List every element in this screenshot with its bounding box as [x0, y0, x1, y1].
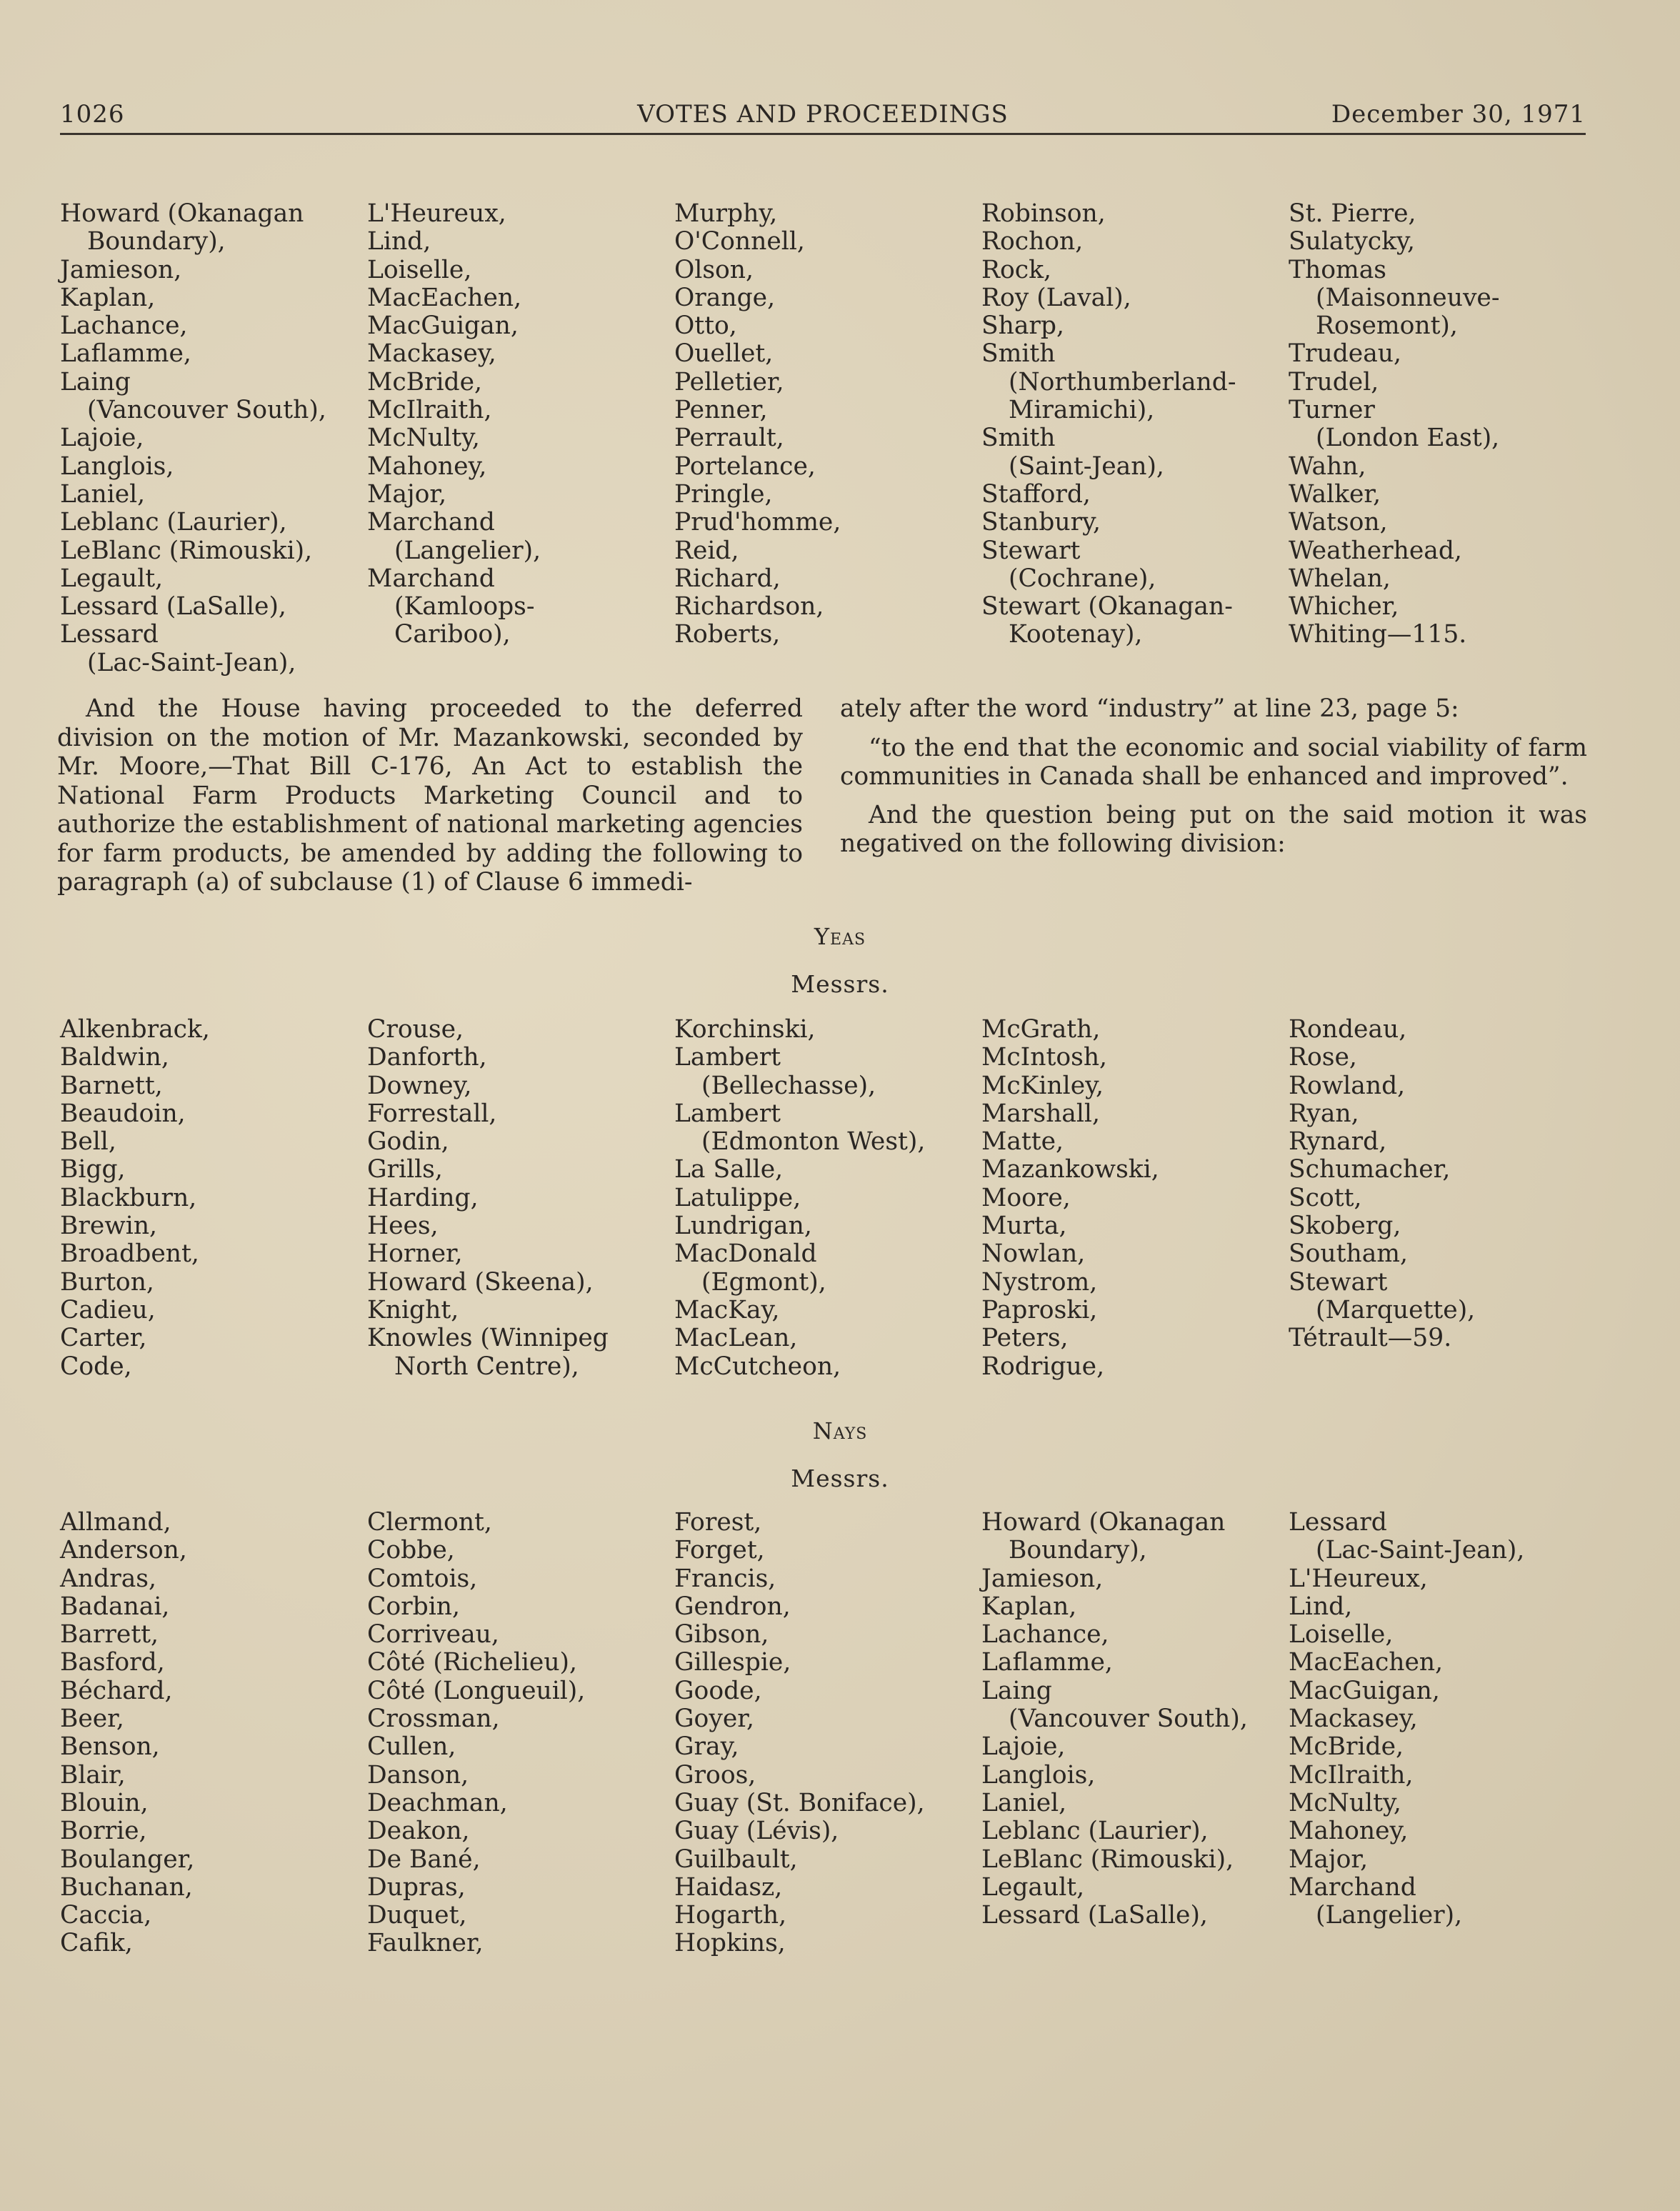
name-column — [1289, 1509, 1596, 1958]
member-name: Jamieson, — [60, 255, 182, 284]
member-name: Dupras, — [367, 1872, 466, 1902]
member-name: Hees, — [367, 1212, 439, 1241]
member-name: Forrestall, — [367, 1099, 497, 1128]
member-name: Whelan, — [1289, 564, 1391, 593]
motion-paragraph-left — [57, 694, 803, 897]
member-name: Major, — [367, 479, 447, 509]
member-name: Downey, — [367, 1071, 472, 1100]
member-name: Laniel, — [981, 1788, 1067, 1817]
member-name: Pringle, — [674, 479, 773, 509]
member-name: MacLean, — [674, 1324, 798, 1353]
member-name: Hogarth, — [674, 1901, 787, 1930]
member-name: Lessard — [60, 620, 159, 649]
member-name: Rowland, — [1289, 1071, 1406, 1100]
member-name: Béchard, — [60, 1676, 173, 1705]
member-name: (Bellechasse), — [701, 1071, 876, 1100]
name-column — [367, 1016, 674, 1381]
member-name: Laing — [981, 1676, 1052, 1705]
member-name: Leblanc (Laurier), — [981, 1817, 1209, 1846]
member-name: Deakon, — [367, 1817, 470, 1846]
member-name: Marchand — [367, 564, 495, 593]
member-name: McBride, — [367, 367, 482, 396]
member-name: MacGuigan, — [1289, 1676, 1440, 1705]
member-name: Rondeau, — [1289, 1015, 1407, 1044]
header-date: December 30, 1971 — [1331, 100, 1586, 129]
member-name: Loiselle, — [1289, 1620, 1394, 1649]
member-name: Basford, — [60, 1648, 165, 1677]
member-name: Faulkner, — [367, 1929, 484, 1958]
member-name: North Centre), — [394, 1352, 579, 1381]
member-name: Lajoie, — [981, 1732, 1066, 1762]
yeas-name-list — [60, 1016, 1596, 1381]
member-name: Buchanan, — [60, 1872, 193, 1902]
member-name: Laflamme, — [60, 339, 191, 369]
member-name: McIlraith, — [1289, 1760, 1414, 1790]
member-name: Kootenay), — [1009, 620, 1143, 649]
member-name: Weatherhead, — [1289, 536, 1462, 565]
member-name: Borrie, — [60, 1817, 147, 1846]
member-name: Baldwin, — [60, 1043, 169, 1072]
member-name: Roberts, — [674, 620, 781, 649]
member-name: Forget, — [674, 1536, 765, 1565]
member-name: Paproski, — [981, 1295, 1098, 1324]
member-name: Sulatycky, — [1289, 227, 1415, 256]
member-name: Pelletier, — [674, 367, 784, 396]
member-name: (Edmonton West), — [701, 1127, 926, 1157]
member-name: (Egmont), — [701, 1267, 826, 1297]
member-name: Peters, — [981, 1324, 1069, 1353]
member-name: (Marquette), — [1316, 1295, 1476, 1324]
member-name: Korchinski, — [674, 1015, 816, 1044]
member-name: Beer, — [60, 1705, 124, 1734]
member-name: Wahn, — [1289, 451, 1366, 481]
member-name: Loiselle, — [367, 255, 472, 284]
member-name: Gray, — [674, 1732, 739, 1762]
member-name: Walker, — [1289, 479, 1381, 509]
member-name: Boundary), — [87, 227, 226, 256]
page-header — [60, 100, 1586, 134]
member-name: Southam, — [1289, 1239, 1408, 1269]
member-name: Jamieson, — [981, 1564, 1104, 1593]
member-name: Moore, — [981, 1183, 1071, 1212]
member-name: Barnett, — [60, 1071, 163, 1100]
member-name: MacEachen, — [367, 283, 522, 312]
member-name: Stewart — [1289, 1267, 1388, 1297]
member-name: McKinley, — [981, 1071, 1104, 1100]
member-name: Goyer, — [674, 1705, 754, 1734]
member-name: McBride, — [1289, 1732, 1404, 1762]
member-name: Major, — [1289, 1845, 1369, 1874]
member-name: LeBlanc (Rimouski), — [981, 1845, 1234, 1874]
member-name: Lessard (LaSalle), — [981, 1901, 1208, 1930]
member-name: Harding, — [367, 1183, 479, 1212]
member-name: Gibson, — [674, 1620, 769, 1649]
member-name: (Northumberland- — [1009, 367, 1236, 396]
member-name: Stanbury, — [981, 508, 1101, 537]
name-column — [60, 1016, 367, 1381]
member-name: Lessard — [1289, 1508, 1387, 1537]
member-name: Prud'homme, — [674, 508, 841, 537]
member-name: Miramichi), — [1009, 396, 1155, 425]
member-name: Trudeau, — [1289, 339, 1401, 369]
member-name: Andras, — [60, 1564, 156, 1593]
member-name: Whicher, — [1289, 592, 1399, 622]
member-name: Rosemont), — [1316, 311, 1458, 341]
member-name: Laing — [60, 367, 131, 396]
member-name: Bigg, — [60, 1155, 126, 1184]
name-column — [981, 1016, 1289, 1381]
member-name: Schumacher, — [1289, 1155, 1451, 1184]
member-name: Nowlan, — [981, 1239, 1086, 1269]
member-name: Rochon, — [981, 227, 1084, 256]
yeas-messrs: Messrs. — [791, 970, 889, 998]
member-name: Kaplan, — [981, 1592, 1077, 1621]
page-number: 1026 — [60, 100, 125, 129]
member-name: Crossman, — [367, 1705, 500, 1734]
motion-text: And the House having proceeded to the deferred division on the motion of Mr. Mazankowski, seconded by Mr. Moore,—That Bill C-176, An Act to establish the National Farm Products Marketing Council and to authorize the establishment of national marketing agencies for farm products, be amended by adding the following to paragraph (a) of subclause (1) of Clause 6 immedi- — [57, 694, 803, 897]
member-name: Portelance, — [674, 451, 816, 481]
member-name: MacEachen, — [1289, 1648, 1444, 1677]
member-name: Boulanger, — [60, 1845, 195, 1874]
member-name: Leblanc (Laurier), — [60, 508, 287, 537]
name-column — [60, 200, 367, 677]
member-name: Cobbe, — [367, 1536, 455, 1565]
member-name: Rodrigue, — [981, 1352, 1105, 1381]
member-name: Lind, — [367, 227, 431, 256]
member-name: Lind, — [1289, 1592, 1353, 1621]
member-name: Scott, — [1289, 1183, 1362, 1212]
member-name: Guilbault, — [674, 1845, 798, 1874]
member-name: Langlois, — [60, 451, 174, 481]
member-name: Gendron, — [674, 1592, 791, 1621]
member-name: (Langelier), — [394, 536, 541, 565]
member-name: Latulippe, — [674, 1183, 801, 1212]
member-name: Haidasz, — [674, 1872, 783, 1902]
member-name: Groos, — [674, 1760, 756, 1790]
member-name: Goode, — [674, 1676, 762, 1705]
member-name: Perrault, — [674, 424, 784, 453]
member-name: Caccia, — [60, 1901, 152, 1930]
member-name: McCutcheon, — [674, 1352, 841, 1381]
member-name: Langlois, — [981, 1760, 1096, 1790]
top-name-list — [60, 200, 1596, 677]
member-name: Horner, — [367, 1239, 463, 1269]
member-name: McGrath, — [981, 1015, 1101, 1044]
member-name: Clermont, — [367, 1508, 492, 1537]
member-name: Barrett, — [60, 1620, 159, 1649]
member-name: Lundrigan, — [674, 1212, 812, 1241]
member-name: Penner, — [674, 396, 768, 425]
member-name: Comtois, — [367, 1564, 478, 1593]
member-name: Murta, — [981, 1212, 1067, 1241]
member-name: Blouin, — [60, 1788, 149, 1817]
nays-messrs: Messrs. — [791, 1464, 889, 1492]
member-name: (Cochrane), — [1009, 564, 1156, 593]
member-name: La Salle, — [674, 1155, 784, 1184]
nays-name-list — [60, 1509, 1596, 1958]
member-name: Code, — [60, 1352, 132, 1381]
member-name: Grills, — [367, 1155, 443, 1184]
member-name: Marchand — [1289, 1872, 1416, 1902]
member-name: Cadieu, — [60, 1295, 156, 1324]
name-column — [1289, 200, 1596, 677]
yeas-heading: Yeas — [814, 923, 866, 950]
member-name: L'Heureux, — [1289, 1564, 1428, 1593]
member-name: MacGuigan, — [367, 311, 519, 341]
member-name: Corriveau, — [367, 1620, 499, 1649]
member-name: Laniel, — [60, 479, 146, 509]
name-column — [367, 1509, 674, 1958]
member-name: Legault, — [981, 1872, 1085, 1902]
member-name: (Saint-Jean), — [1009, 451, 1164, 481]
member-name: St. Pierre, — [1289, 199, 1416, 228]
member-name: Kaplan, — [60, 283, 156, 312]
member-name: Ryan, — [1289, 1099, 1359, 1128]
member-name: Marshall, — [981, 1099, 1100, 1128]
member-name: Roy (Laval), — [981, 283, 1131, 312]
member-name: Cariboo), — [394, 620, 511, 649]
member-name: Richardson, — [674, 592, 824, 622]
member-name: Orange, — [674, 283, 776, 312]
member-name: Watson, — [1289, 508, 1388, 537]
member-name: Knowles (Winnipeg — [367, 1324, 609, 1353]
member-name: Howard (Okanagan — [60, 199, 304, 228]
member-name: Cafik, — [60, 1929, 133, 1958]
member-name: Legault, — [60, 564, 164, 593]
member-name: Mahoney, — [367, 451, 487, 481]
nays-heading: Nays — [812, 1417, 868, 1444]
header-rule — [60, 133, 1586, 135]
member-name: Côté (Richelieu), — [367, 1648, 577, 1677]
member-name: Corbin, — [367, 1592, 460, 1621]
member-name: Marchand — [367, 508, 495, 537]
name-column — [981, 1509, 1289, 1958]
member-name: Deachman, — [367, 1788, 508, 1817]
member-name: Olson, — [674, 255, 754, 284]
member-name: Matte, — [981, 1127, 1064, 1157]
member-name: Mahoney, — [1289, 1817, 1409, 1846]
member-name: Godin, — [367, 1127, 449, 1157]
division-statement: And the question being put on the said motion it was negatived on the following division: — [840, 800, 1587, 858]
member-name: Danson, — [367, 1760, 469, 1790]
member-name: McNulty, — [367, 424, 480, 453]
member-name: Rose, — [1289, 1043, 1357, 1072]
member-name: LeBlanc (Rimouski), — [60, 536, 313, 565]
member-name: Mackasey, — [1289, 1705, 1418, 1734]
member-name: Lachance, — [981, 1620, 1109, 1649]
member-name: Badanai, — [60, 1592, 170, 1621]
member-name: (Langelier), — [1316, 1901, 1463, 1930]
member-name: McIntosh, — [981, 1043, 1108, 1072]
member-name: Anderson, — [60, 1536, 187, 1565]
amendment-quote: “to the end that the economic and social viability of farm communities in Canada shall be enhanced and improved”. — [840, 733, 1587, 791]
member-name: Lessard (LaSalle), — [60, 592, 286, 622]
member-name: (Maisonneuve- — [1316, 283, 1500, 312]
member-name: Rynard, — [1289, 1127, 1387, 1157]
member-name: Turner — [1289, 396, 1375, 425]
member-name: Nystrom, — [981, 1267, 1098, 1297]
member-name: Tétrault—59. — [1289, 1324, 1452, 1353]
member-name: Stewart — [981, 536, 1081, 565]
name-column — [60, 1509, 367, 1958]
member-name: Stewart (Okanagan- — [981, 592, 1233, 622]
member-name: Lambert — [674, 1099, 781, 1128]
name-column — [674, 200, 981, 677]
running-title: VOTES AND PROCEEDINGS — [637, 100, 1009, 129]
name-column — [1289, 1016, 1596, 1381]
member-name: Gillespie, — [674, 1648, 791, 1677]
name-column — [981, 200, 1289, 677]
member-name: Burton, — [60, 1267, 154, 1297]
member-name: Boundary), — [1009, 1536, 1147, 1565]
member-name: (Vancouver South), — [87, 396, 326, 425]
member-name: Trudel, — [1289, 367, 1379, 396]
member-name: McIlraith, — [367, 396, 492, 425]
name-column — [674, 1509, 981, 1958]
member-name: Mackasey, — [367, 339, 496, 369]
member-name: (London East), — [1316, 424, 1500, 453]
member-name: Benson, — [60, 1732, 160, 1762]
member-name: Hopkins, — [674, 1929, 786, 1958]
name-column — [367, 200, 674, 677]
member-name: Brewin, — [60, 1212, 158, 1241]
member-name: Richard, — [674, 564, 781, 593]
member-name: Smith — [981, 339, 1056, 369]
member-name: De Bané, — [367, 1845, 481, 1874]
member-name: (Vancouver South), — [1009, 1705, 1248, 1734]
member-name: O'Connell, — [674, 227, 805, 256]
member-name: (Lac-Saint-Jean), — [1316, 1536, 1525, 1565]
member-name: Allmand, — [60, 1508, 171, 1537]
member-name: Sharp, — [981, 311, 1064, 341]
member-name: Lajoie, — [60, 424, 144, 453]
member-name: Robinson, — [981, 199, 1106, 228]
member-name: Howard (Okanagan — [981, 1508, 1226, 1537]
member-name: Laflamme, — [981, 1648, 1113, 1677]
member-name: Forest, — [674, 1508, 762, 1537]
motion-text-continued: ately after the word “industry” at line 23, page 5: — [840, 694, 1459, 723]
member-name: Danforth, — [367, 1043, 487, 1072]
member-name: Cullen, — [367, 1732, 456, 1762]
member-name: MacDonald — [674, 1239, 817, 1269]
member-name: Skoberg, — [1289, 1212, 1401, 1241]
member-name: Carter, — [60, 1324, 147, 1353]
member-name: Francis, — [674, 1564, 776, 1593]
member-name: Whiting—115. — [1289, 620, 1467, 649]
member-name: (Lac-Saint-Jean), — [87, 648, 296, 677]
member-name: Beaudoin, — [60, 1099, 186, 1128]
member-name: Lambert — [674, 1043, 781, 1072]
member-name: Rock, — [981, 255, 1051, 284]
member-name: L'Heureux, — [367, 199, 506, 228]
member-name: Côté (Longueuil), — [367, 1676, 586, 1705]
name-column — [674, 1016, 981, 1381]
member-name: Stafford, — [981, 479, 1091, 509]
member-name: Alkenbrack, — [60, 1015, 210, 1044]
member-name: Reid, — [674, 536, 739, 565]
member-name: Thomas — [1289, 255, 1386, 284]
member-name: Knight, — [367, 1295, 459, 1324]
member-name: Crouse, — [367, 1015, 464, 1044]
member-name: Guay (Lévis), — [674, 1817, 839, 1846]
member-name: McNulty, — [1289, 1788, 1401, 1817]
member-name: Blackburn, — [60, 1183, 197, 1212]
member-name: Bell, — [60, 1127, 116, 1157]
member-name: Duquet, — [367, 1901, 467, 1930]
member-name: Lachance, — [60, 311, 188, 341]
member-name: Broadbent, — [60, 1239, 199, 1269]
member-name: MacKay, — [674, 1295, 780, 1324]
motion-paragraph-right — [840, 694, 1587, 859]
member-name: Smith — [981, 424, 1056, 453]
member-name: Blair, — [60, 1760, 126, 1790]
member-name: Otto, — [674, 311, 737, 341]
member-name: Guay (St. Boniface), — [674, 1788, 925, 1817]
member-name: Howard (Skeena), — [367, 1267, 594, 1297]
member-name: (Kamloops- — [394, 592, 535, 622]
member-name: Ouellet, — [674, 339, 774, 369]
member-name: Mazankowski, — [981, 1155, 1159, 1184]
member-name: Murphy, — [674, 199, 778, 228]
